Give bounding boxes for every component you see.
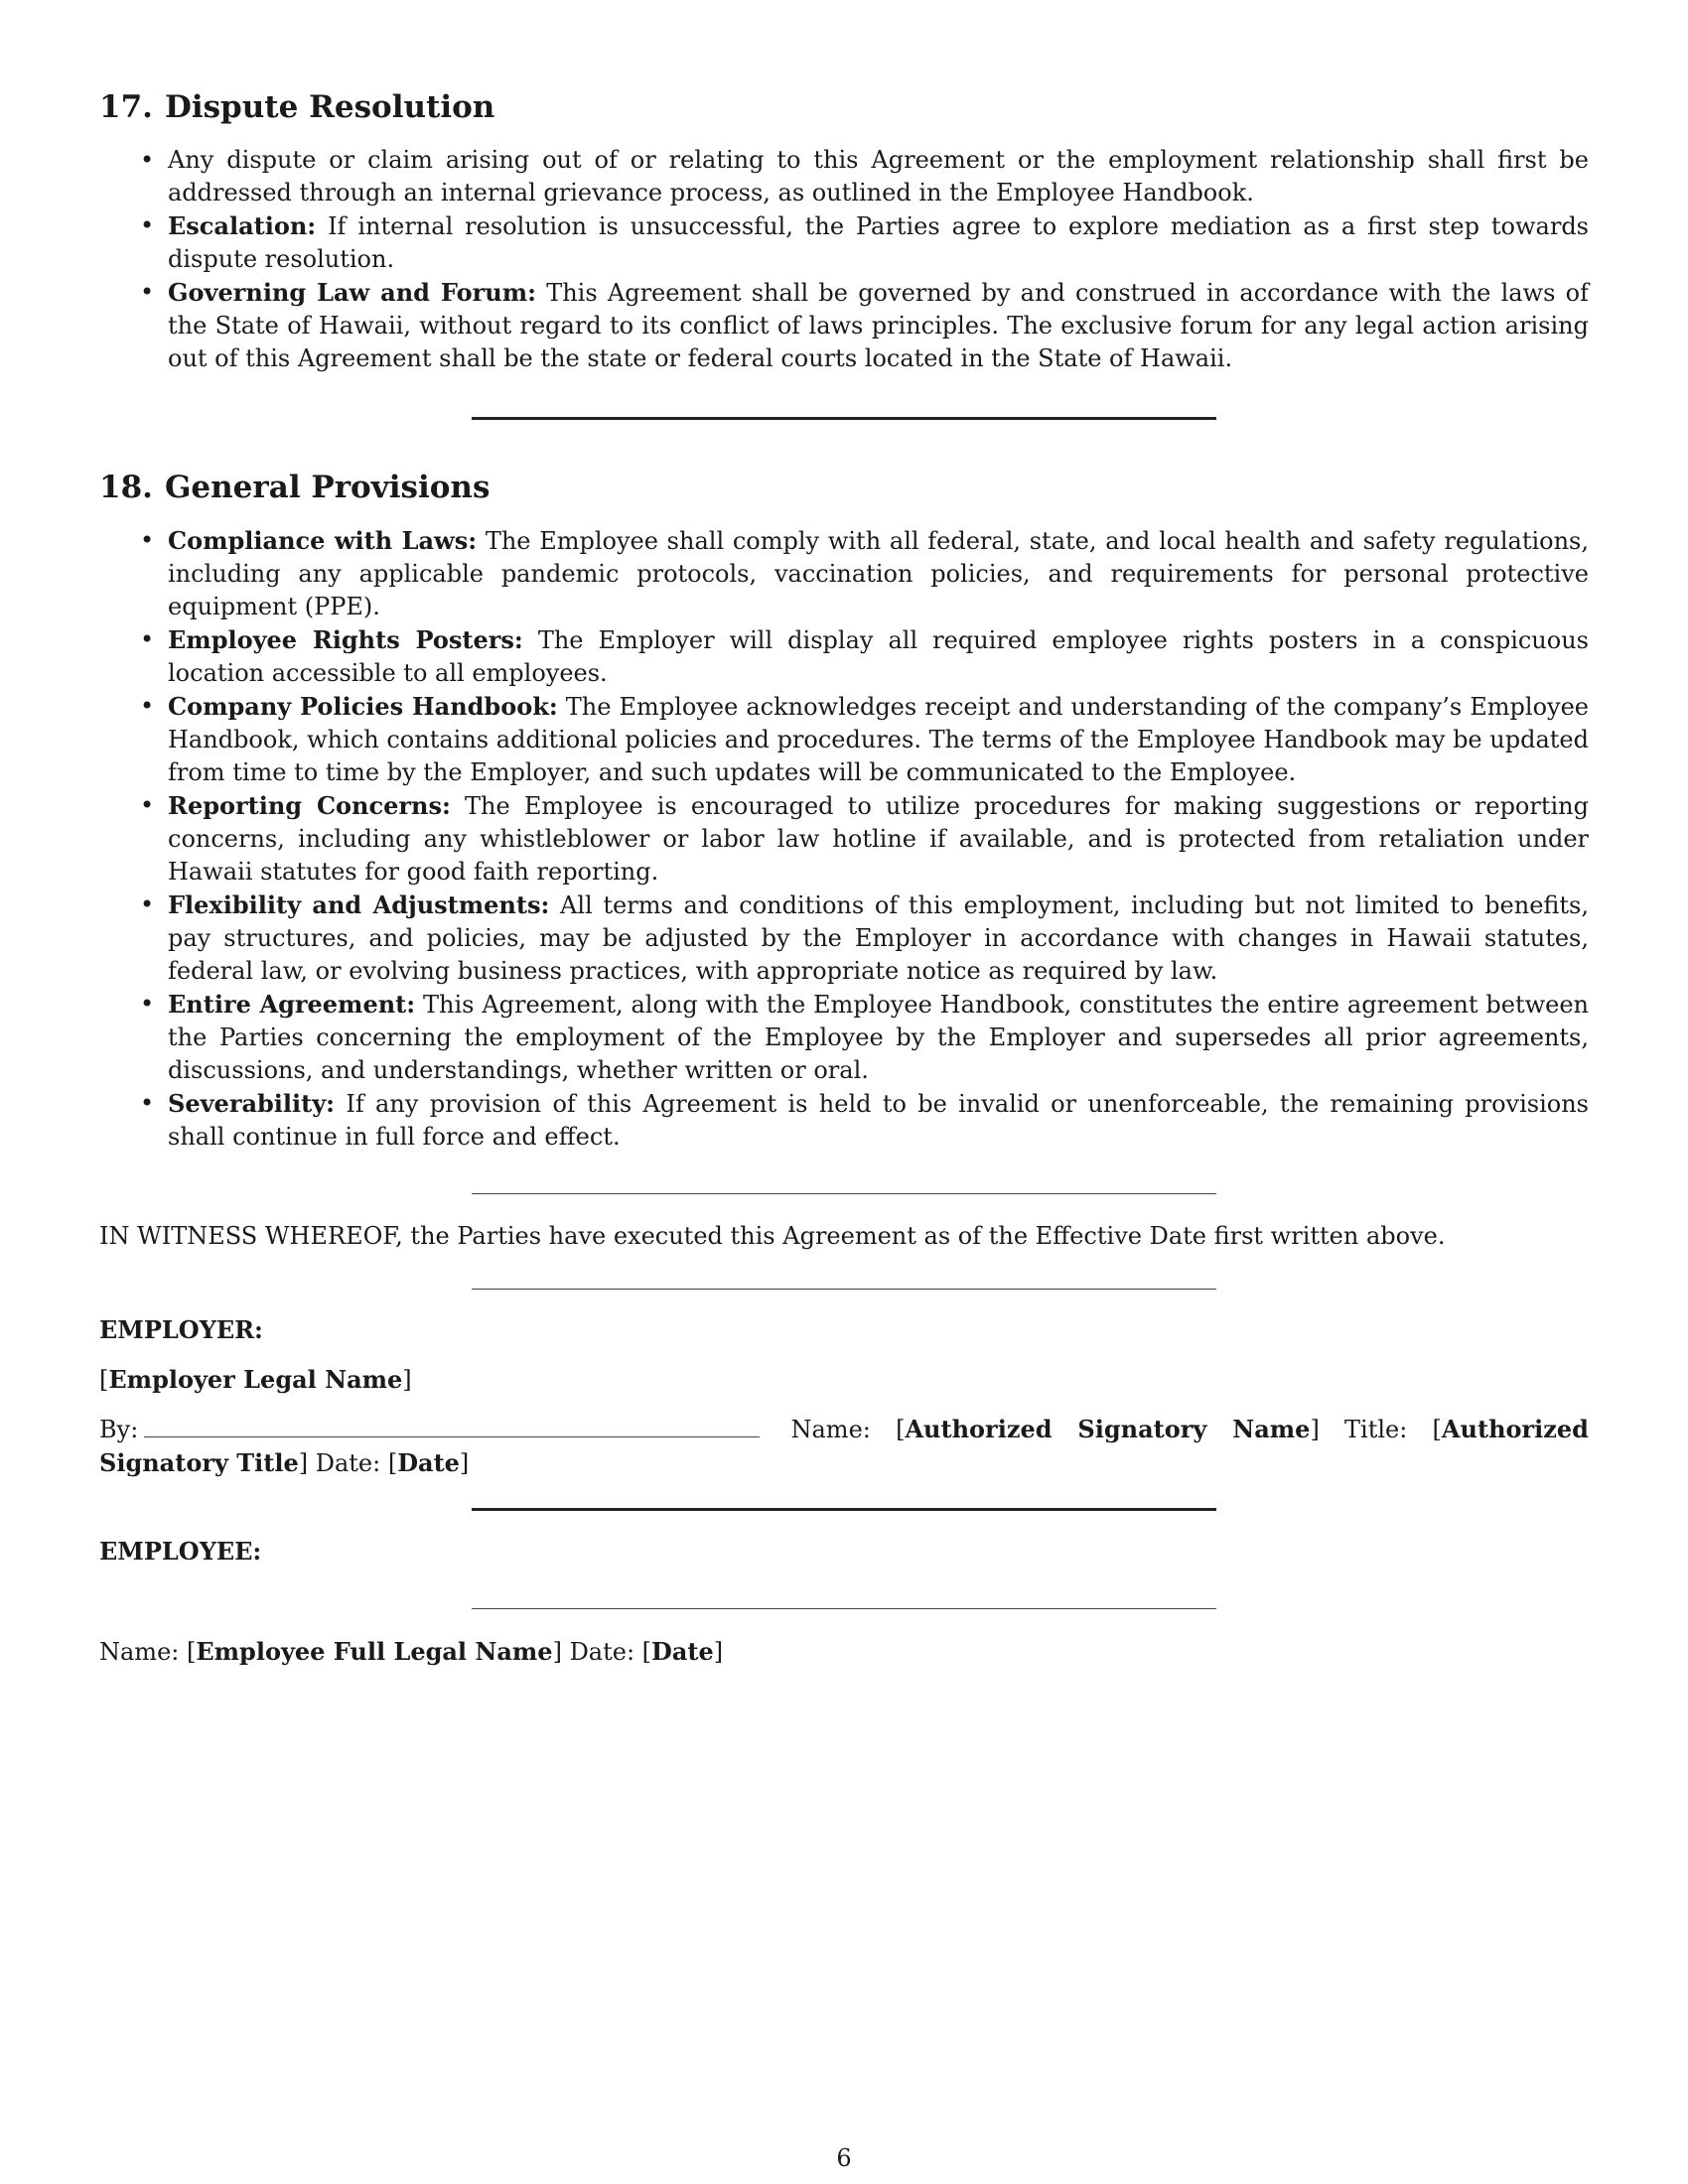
list-item <box>168 276 1589 375</box>
section-18-title: General Provisions <box>164 470 491 506</box>
employee-name: Employee Full Legal Name <box>196 1637 553 1667</box>
signatory-title: Authorized Signatory Title <box>99 1415 1589 1478</box>
employer-signature-block: By: Name: [Authorized Signatory Name] Title: [Authorized Signatory Title] Date: [Date] <box>99 1415 1589 1478</box>
date-label: Date: <box>569 1638 635 1667</box>
list-item <box>168 1087 1589 1154</box>
list-item-text: If internal resolution is unsuccessful, the Parties agree to explore mediation as a first step towards dispute resolution. <box>168 212 1589 274</box>
list-item-text: The Employer will display all required employee rights posters in a conspicuous location accessible to all employees. <box>168 626 1589 688</box>
list-item <box>168 988 1589 1087</box>
list-item-label: Flexibility and Adjustments: <box>168 890 550 920</box>
witness-statement: IN WITNESS WHEREOF, the Parties have executed this Agreement as of the Effective Date first written above. <box>99 1222 1446 1251</box>
signatory-name: Authorized Signatory Name <box>905 1415 1311 1444</box>
list-item-text: If any provision of this Agreement is held to be invalid or unenforceable, the remaining provisions shall continue in full force and effect. <box>168 1090 1589 1152</box>
title-label: Title: <box>1344 1416 1408 1444</box>
list-item <box>168 623 1589 690</box>
section-divider <box>472 1289 1216 1290</box>
list-item <box>168 690 1589 789</box>
section-17-number: 17. <box>99 89 153 125</box>
section-divider <box>472 1608 1216 1609</box>
document-page <box>99 89 1589 1669</box>
section-18-list <box>99 524 1589 1154</box>
list-item-label: Company Policies Handbook: <box>168 692 558 722</box>
section-17-list <box>99 144 1589 375</box>
employer-legal-name: [Employer Legal Name] <box>99 1365 412 1395</box>
list-item-label: Compliance with Laws: <box>168 526 478 556</box>
employer-signature-line[interactable] <box>144 1417 760 1437</box>
section-18-number: 18. <box>99 470 153 506</box>
employee-date: Date <box>651 1637 714 1667</box>
list-item <box>168 209 1589 276</box>
page-number: 6 <box>836 2144 852 2172</box>
section-divider <box>472 417 1216 420</box>
employee-signature-block: Name: [Employee Full Legal Name] Date: [Date] <box>99 1637 724 1667</box>
employer-date: Date <box>397 1448 460 1478</box>
list-item-label: Governing Law and Forum: <box>168 278 536 308</box>
list-item-text: This Agreement, along with the Employee Handbook, constitutes the entire agreement between the Parties concerning the employment of the Employee by the Employer and supersedes all prior agreements, discussions, and understandings, whether written or oral. <box>168 991 1590 1085</box>
list-item <box>168 524 1589 623</box>
name-label: Name: <box>790 1416 871 1444</box>
list-item-label: Reporting Concerns: <box>168 791 451 821</box>
section-divider <box>472 1508 1216 1511</box>
section-17-title: Dispute Resolution <box>164 89 495 125</box>
list-item-label: Severability: <box>168 1089 336 1119</box>
list-item-text: The Employee acknowledges receipt and understanding of the company’s Employee Handbook, which contains additional policies and procedures. The terms of the Employee Handbook may be updated from time to time by the Employer, and such updates will be communicated to the Employee. <box>168 693 1590 787</box>
list-item <box>168 144 1589 209</box>
list-item-text: All terms and conditions of this employment, including but not limited to benefits, pay structures, and policies, may be adjusted by the Employer in accordance with changes in Hawaii statutes, federal law, or evolving business practices, with appropriate notice as required by law. <box>168 891 1589 986</box>
date-label: Date: <box>315 1449 381 1478</box>
name-label: Name: <box>99 1638 180 1667</box>
list-item-label: Escalation: <box>168 211 317 241</box>
section-18-heading <box>99 470 1589 506</box>
list-item-text: The Employee shall comply with all federal, state, and local health and safety regulations, including any applicable pandemic protocols, vaccination policies, and requirements for personal protective equipment (PPE). <box>168 527 1589 621</box>
list-item <box>168 888 1589 988</box>
list-item-text: This Agreement shall be governed by and construed in accordance with the laws of the State of Hawaii, without regard to its conflict of laws principles. The exclusive forum for any legal action arising out of this Agreement shall be the state or federal courts located in the State of Hawaii. <box>168 279 1589 373</box>
employee-heading: EMPLOYEE: <box>99 1537 262 1567</box>
list-item-label: Entire Agreement: <box>168 990 416 1020</box>
list-item-text: Any dispute or claim arising out of or relating to this Agreement or the employment relationship shall first be addressed through an internal grievance process, as outlined in the Employee Handbook. <box>168 146 1589 207</box>
section-17-heading <box>99 89 1589 126</box>
list-item-label: Employee Rights Posters: <box>168 625 523 655</box>
section-divider <box>472 1193 1216 1194</box>
by-label: By: <box>99 1416 139 1444</box>
list-item-text: The Employee is encouraged to utilize procedures for making suggestions or reporting concerns, including any whistleblower or labor law hotline if available, and is protected from retaliation under Hawaii statutes for good faith reporting. <box>168 792 1589 887</box>
employer-heading: EMPLOYER: <box>99 1315 263 1345</box>
list-item <box>168 789 1589 888</box>
